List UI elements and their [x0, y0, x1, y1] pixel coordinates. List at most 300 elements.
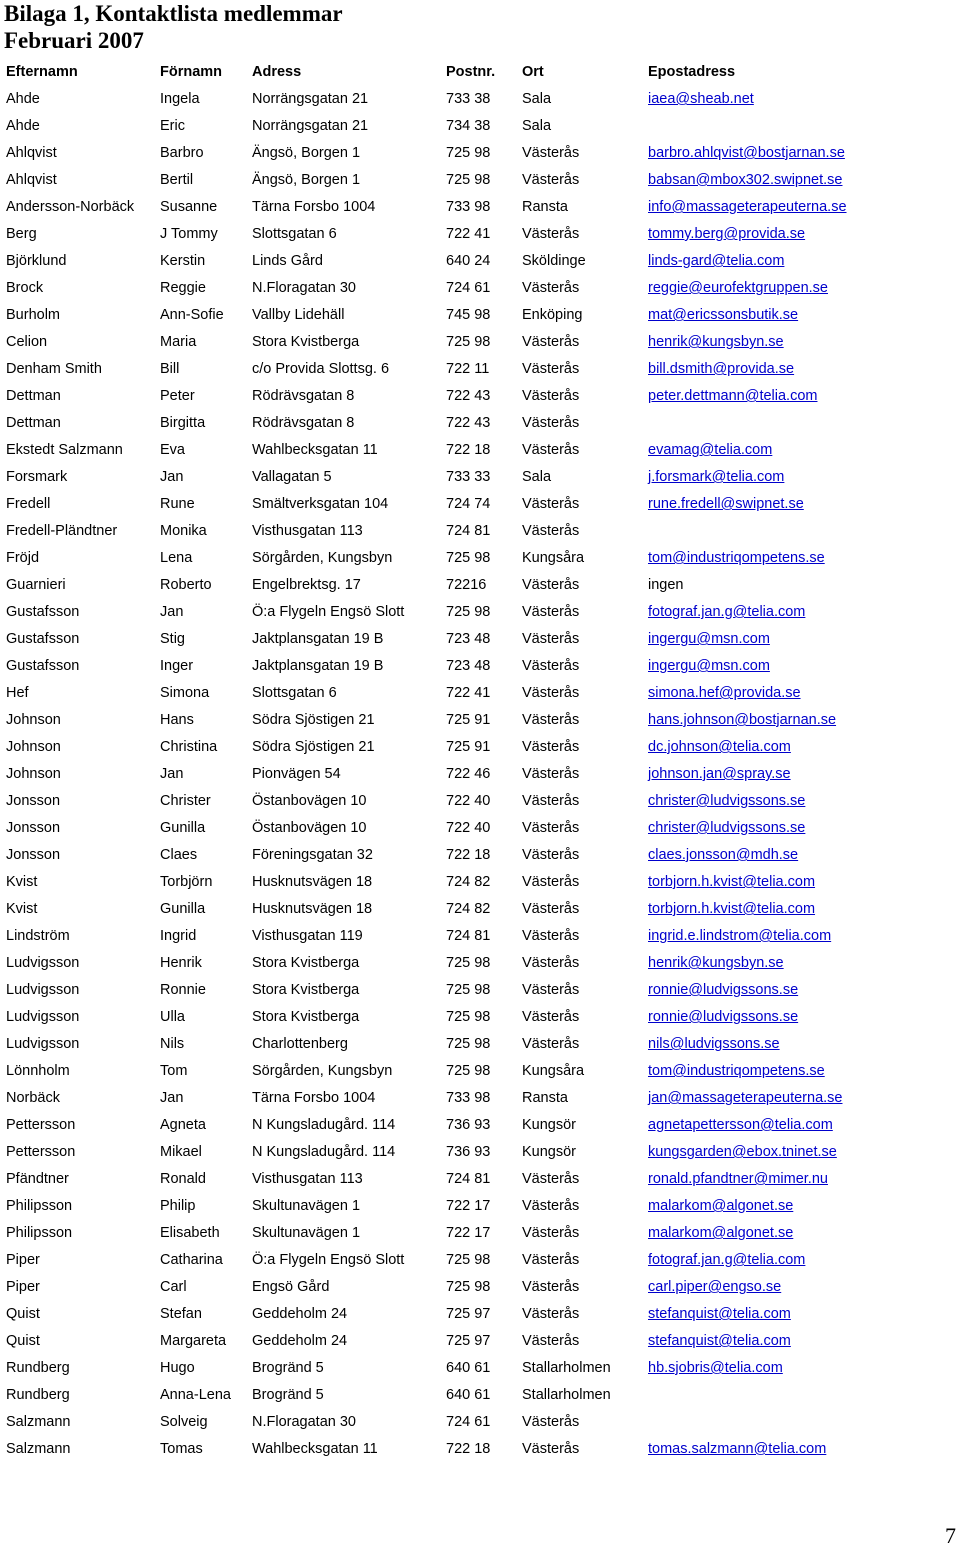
cell-efternamn: Kvist — [6, 901, 38, 917]
cell-fornamn: Kerstin — [160, 253, 206, 269]
cell-fornamn: Agneta — [160, 1117, 206, 1133]
cell-adress: Wahlbecksgatan 11 — [252, 1441, 378, 1457]
cell-adress: Södra Sjöstigen 21 — [252, 739, 375, 755]
cell-postnr: 725 98 — [446, 1009, 491, 1025]
email-link[interactable]: tommy.berg@provida.se — [648, 226, 806, 242]
cell-epostadress — [642, 1247, 958, 1274]
cell-epostadress — [642, 437, 958, 464]
cell-postnr: 723 48 — [446, 658, 491, 674]
table-row — [0, 86, 958, 113]
cell-fornamn: Bertil — [160, 172, 194, 188]
cell-ort: Västerås — [522, 1279, 580, 1295]
cell-adress: Visthusgatan 119 — [252, 928, 363, 944]
table-row — [0, 167, 958, 194]
cell-adress: Sörgården, Kungsbyn — [252, 1063, 393, 1079]
cell-adress: Smältverksgatan 104 — [252, 496, 389, 512]
cell-postnr: 722 41 — [446, 226, 491, 242]
cell-fornamn: Carl — [160, 1279, 187, 1295]
cell-postnr: 736 93 — [446, 1117, 491, 1133]
cell-ort: Västerås — [522, 388, 580, 404]
email-link[interactable]: malarkom@algonet.se — [648, 1198, 794, 1214]
cell-efternamn: Pfändtner — [6, 1171, 69, 1187]
cell-ort: Västerås — [522, 847, 580, 863]
cell-adress: Rödrävsgatan 8 — [252, 415, 355, 431]
cell-epostadress — [642, 815, 958, 842]
cell-efternamn: Fröjd — [6, 550, 40, 566]
cell-adress: Östanbovägen 10 — [252, 820, 367, 836]
email-link[interactable]: tomas.salzmann@telia.com — [648, 1441, 827, 1457]
email-link[interactable]: jan@massageterapeuterna.se — [648, 1090, 843, 1106]
cell-ort: Västerås — [522, 1441, 580, 1457]
cell-fornamn: Anna-Lena — [160, 1387, 231, 1403]
cell-postnr: 722 17 — [446, 1225, 491, 1241]
cell-fornamn: Ingrid — [160, 928, 197, 944]
table-row — [0, 788, 958, 815]
email-link[interactable]: malarkom@algonet.se — [648, 1225, 794, 1241]
cell-fornamn: Reggie — [160, 280, 206, 296]
cell-epostadress — [642, 1220, 958, 1247]
cell-ort: Kungsåra — [522, 1063, 585, 1079]
cell-ort: Stallarholmen — [522, 1360, 611, 1376]
email-link[interactable]: linds-gard@telia.com — [648, 253, 785, 269]
cell-fornamn: Simona — [160, 685, 210, 701]
cell-efternamn: Johnson — [6, 712, 61, 728]
cell-efternamn: Salzmann — [6, 1414, 71, 1430]
cell-efternamn: Andersson-Norbäck — [6, 199, 135, 215]
cell-ort: Kungsåra — [522, 550, 585, 566]
email-link[interactable]: kungsgarden@ebox.tninet.se — [648, 1144, 837, 1160]
cell-ort: Västerås — [522, 577, 580, 593]
cell-efternamn: Dettman — [6, 415, 61, 431]
email-link[interactable]: bill.dsmith@provida.se — [648, 361, 795, 377]
cell-epostadress — [642, 761, 958, 788]
cell-adress: Rödrävsgatan 8 — [252, 388, 355, 404]
cell-adress: Vallagatan 5 — [252, 469, 332, 485]
cell-fornamn: Rune — [160, 496, 195, 512]
cell-adress: Södra Sjöstigen 21 — [252, 712, 375, 728]
cell-postnr: 722 41 — [446, 685, 491, 701]
cell-efternamn: Ahde — [6, 118, 40, 134]
cell-efternamn: Guarnieri — [6, 577, 66, 593]
document-title: Bilaga 1, Kontaktlista medlemmar — [4, 1, 343, 26]
cell-ort: Kungsör — [522, 1144, 577, 1160]
document-date: Februari 2007 — [4, 28, 144, 53]
cell-postnr: 724 61 — [446, 280, 491, 296]
header-efternamn: Efternamn — [6, 64, 78, 80]
email-link[interactable]: tom@industriqompetens.se — [648, 1063, 825, 1079]
cell-fornamn: Claes — [160, 847, 198, 863]
cell-efternamn: Fredell-Pländtner — [6, 523, 118, 539]
cell-ort: Västerås — [522, 442, 580, 458]
email-link[interactable]: ingergu@msn.com — [648, 658, 770, 674]
email-link[interactable]: henrik@kungsbyn.se — [648, 334, 784, 350]
cell-adress: Slottsgatan 6 — [252, 226, 337, 242]
cell-ort: Västerås — [522, 361, 580, 377]
cell-adress: Stora Kvistberga — [252, 955, 360, 971]
table-row — [0, 545, 958, 572]
cell-efternamn: Brock — [6, 280, 44, 296]
cell-adress: Wahlbecksgatan 11 — [252, 442, 378, 458]
cell-efternamn: Pettersson — [6, 1117, 76, 1133]
cell-efternamn: Ludvigsson — [6, 1009, 80, 1025]
cell-adress: Husknutsvägen 18 — [252, 901, 373, 917]
email-link[interactable]: ronnie@ludvigssons.se — [648, 1009, 799, 1025]
cell-efternamn: Jonsson — [6, 820, 61, 836]
cell-epostadress — [642, 1166, 958, 1193]
cell-epostadress — [642, 464, 958, 491]
table-row — [0, 1058, 958, 1085]
email-link[interactable]: iaea@sheab.net — [648, 91, 754, 107]
cell-postnr: 725 98 — [446, 955, 491, 971]
cell-epostadress — [642, 518, 958, 545]
cell-fornamn: Elisabeth — [160, 1225, 220, 1241]
email-link[interactable]: christer@ludvigssons.se — [648, 793, 806, 809]
cell-ort: Västerås — [522, 334, 580, 350]
cell-efternamn: Hef — [6, 685, 29, 701]
cell-ort: Västerås — [522, 1225, 580, 1241]
cell-epostadress: ingen — [648, 577, 684, 593]
cell-epostadress — [642, 734, 958, 761]
cell-ort: Västerås — [522, 658, 580, 674]
cell-postnr: 72216 — [446, 577, 487, 593]
cell-ort: Sköldinge — [522, 253, 586, 269]
email-link[interactable]: mat@ericssonsbutik.se — [648, 307, 799, 323]
table-row — [0, 1139, 958, 1166]
table-row — [0, 842, 958, 869]
cell-postnr: 734 38 — [446, 118, 491, 134]
cell-efternamn: Jonsson — [6, 847, 61, 863]
cell-postnr: 725 98 — [446, 604, 491, 620]
table-row — [0, 518, 958, 545]
cell-fornamn: Gunilla — [160, 901, 206, 917]
email-link[interactable]: babsan@mbox302.swipnet.se — [648, 172, 843, 188]
cell-fornamn: Monika — [160, 523, 207, 539]
cell-epostadress — [642, 1058, 958, 1085]
document-heading — [4, 0, 343, 54]
cell-ort: Västerås — [522, 280, 580, 296]
cell-efternamn: Lönnholm — [6, 1063, 70, 1079]
cell-postnr: 724 82 — [446, 901, 491, 917]
cell-fornamn: Christina — [160, 739, 218, 755]
cell-postnr: 733 38 — [446, 91, 491, 107]
email-link[interactable]: stefanquist@telia.com — [648, 1306, 791, 1322]
cell-efternamn: Burholm — [6, 307, 60, 323]
email-link[interactable]: barbro.ahlqvist@bostjarnan.se — [648, 145, 845, 161]
cell-fornamn: Mikael — [160, 1144, 202, 1160]
email-link[interactable]: torbjorn.h.kvist@telia.com — [648, 874, 816, 890]
email-link[interactable]: rune.fredell@swipnet.se — [648, 496, 804, 512]
email-link[interactable]: fotograf.jan.g@telia.com — [648, 604, 806, 620]
cell-epostadress — [642, 950, 958, 977]
cell-ort: Västerås — [522, 901, 580, 917]
email-link[interactable]: johnson.jan@spray.se — [648, 766, 791, 782]
cell-efternamn: Ahde — [6, 91, 40, 107]
cell-epostadress — [642, 923, 958, 950]
cell-postnr: 722 11 — [446, 361, 490, 377]
table-row — [0, 815, 958, 842]
email-link[interactable]: tom@industriqompetens.se — [648, 550, 825, 566]
cell-epostadress — [642, 1409, 958, 1436]
table-row — [0, 1112, 958, 1139]
cell-efternamn: Forsmark — [6, 469, 68, 485]
table-row — [0, 113, 958, 140]
cell-fornamn: Lena — [160, 550, 193, 566]
cell-fornamn: Inger — [160, 658, 194, 674]
cell-ort: Västerås — [522, 631, 580, 647]
cell-postnr: 736 93 — [446, 1144, 491, 1160]
cell-efternamn: Piper — [6, 1279, 40, 1295]
cell-postnr: 722 43 — [446, 388, 491, 404]
email-link[interactable]: claes.jonsson@mdh.se — [648, 847, 799, 863]
cell-efternamn: Salzmann — [6, 1441, 71, 1457]
table-row — [0, 248, 958, 275]
cell-adress: Skultunavägen 1 — [252, 1225, 361, 1241]
cell-epostadress — [642, 707, 958, 734]
table-row — [0, 302, 958, 329]
cell-postnr: 724 74 — [446, 496, 491, 512]
cell-postnr: 733 98 — [446, 199, 491, 215]
cell-efternamn: Gustafsson — [6, 631, 80, 647]
cell-ort: Ransta — [522, 199, 568, 215]
cell-adress: Stora Kvistberga — [252, 982, 360, 998]
cell-epostadress — [642, 788, 958, 815]
email-link[interactable]: ingergu@msn.com — [648, 631, 770, 647]
header-adress: Adress — [252, 64, 302, 80]
cell-ort: Västerås — [522, 1252, 580, 1268]
table-body — [0, 86, 958, 1463]
cell-efternamn: Gustafsson — [6, 604, 80, 620]
cell-ort: Västerås — [522, 496, 580, 512]
table-row — [0, 680, 958, 707]
email-link[interactable]: evamag@telia.com — [648, 442, 773, 458]
cell-efternamn: Piper — [6, 1252, 40, 1268]
cell-efternamn: Ludvigsson — [6, 1036, 80, 1052]
cell-efternamn: Jonsson — [6, 793, 61, 809]
cell-fornamn: Roberto — [160, 577, 212, 593]
header-postnr: Postnr. — [446, 64, 496, 80]
cell-adress: Stora Kvistberga — [252, 1009, 360, 1025]
email-link[interactable]: fotograf.jan.g@telia.com — [648, 1252, 806, 1268]
cell-efternamn: Ahlqvist — [6, 172, 57, 188]
cell-postnr: 722 40 — [446, 820, 491, 836]
cell-ort: Västerås — [522, 604, 580, 620]
cell-fornamn: Tomas — [160, 1441, 203, 1457]
header-fornamn: Förnamn — [160, 64, 223, 80]
table-row — [0, 1328, 958, 1355]
table-row — [0, 653, 958, 680]
email-link[interactable]: torbjorn.h.kvist@telia.com — [648, 901, 816, 917]
table-row — [0, 1355, 958, 1382]
cell-epostadress — [642, 1436, 958, 1463]
email-link[interactable]: ronald.pfandtner@mimer.nu — [648, 1171, 828, 1187]
cell-adress: Linds Gård — [252, 253, 323, 269]
cell-adress: Ö:a Flygeln Engsö Slott — [252, 1252, 405, 1268]
cell-ort: Sala — [522, 118, 552, 134]
table-row — [0, 599, 958, 626]
email-link[interactable]: hans.johnson@bostjarnan.se — [648, 712, 837, 728]
cell-ort: Västerås — [522, 739, 580, 755]
cell-postnr: 722 43 — [446, 415, 491, 431]
cell-fornamn: Tom — [160, 1063, 188, 1079]
cell-adress: Skultunavägen 1 — [252, 1198, 361, 1214]
cell-ort: Enköping — [522, 307, 583, 323]
cell-ort: Västerås — [522, 766, 580, 782]
table-row — [0, 1004, 958, 1031]
cell-fornamn: Bill — [160, 361, 180, 377]
cell-fornamn: Margareta — [160, 1333, 227, 1349]
table-row — [0, 1193, 958, 1220]
cell-epostadress — [642, 1085, 958, 1112]
cell-ort: Västerås — [522, 1009, 580, 1025]
cell-epostadress — [642, 680, 958, 707]
cell-fornamn: J Tommy — [160, 226, 218, 242]
cell-efternamn: Berg — [6, 226, 37, 242]
cell-epostadress — [642, 167, 958, 194]
email-link[interactable]: info@massageterapeuterna.se — [648, 199, 847, 215]
table-row — [0, 275, 958, 302]
cell-epostadress — [642, 221, 958, 248]
cell-fornamn: Jan — [160, 766, 184, 782]
email-link[interactable]: nils@ludvigssons.se — [648, 1036, 780, 1052]
member-contact-table — [0, 59, 958, 1463]
cell-epostadress — [642, 140, 958, 167]
cell-epostadress — [642, 1031, 958, 1058]
table-row — [0, 977, 958, 1004]
table-row — [0, 464, 958, 491]
cell-epostadress — [642, 383, 958, 410]
cell-adress: Ängsö, Borgen 1 — [252, 172, 361, 188]
cell-adress: Tärna Forsbo 1004 — [252, 199, 376, 215]
cell-epostadress — [642, 356, 958, 383]
email-link[interactable]: peter.dettmann@telia.com — [648, 388, 818, 404]
cell-postnr: 724 81 — [446, 928, 491, 944]
cell-postnr: 722 18 — [446, 442, 491, 458]
cell-postnr: 640 24 — [446, 253, 491, 269]
cell-fornamn: Jan — [160, 469, 184, 485]
cell-epostadress — [642, 248, 958, 275]
cell-postnr: 733 33 — [446, 469, 491, 485]
cell-fornamn: Henrik — [160, 955, 202, 971]
cell-epostadress — [642, 491, 958, 518]
cell-fornamn: Barbro — [160, 145, 204, 161]
email-link[interactable]: dc.johnson@telia.com — [648, 739, 791, 755]
cell-adress: Geddeholm 24 — [252, 1306, 348, 1322]
header-ort: Ort — [522, 64, 544, 80]
page-number: 7 — [945, 1523, 956, 1548]
cell-epostadress — [642, 653, 958, 680]
email-link[interactable]: henrik@kungsbyn.se — [648, 955, 784, 971]
table-row — [0, 896, 958, 923]
table-row — [0, 437, 958, 464]
table-row — [0, 734, 958, 761]
cell-adress: Pionvägen 54 — [252, 766, 341, 782]
table-row — [0, 194, 958, 221]
cell-epostadress — [642, 1112, 958, 1139]
email-link[interactable]: simona.hef@provida.se — [648, 685, 801, 701]
cell-postnr: 725 98 — [446, 172, 491, 188]
cell-postnr: 725 98 — [446, 1252, 491, 1268]
cell-postnr: 725 97 — [446, 1333, 491, 1349]
cell-ort: Västerås — [522, 1414, 580, 1430]
table-row — [0, 626, 958, 653]
cell-adress: Stora Kvistberga — [252, 334, 360, 350]
cell-ort: Stallarholmen — [522, 1387, 611, 1403]
cell-postnr: 723 48 — [446, 631, 491, 647]
cell-efternamn: Celion — [6, 334, 48, 350]
table-row — [0, 1301, 958, 1328]
cell-fornamn: Stig — [160, 631, 185, 647]
cell-fornamn: Jan — [160, 604, 184, 620]
cell-efternamn: Ekstedt Salzmann — [6, 442, 123, 458]
email-link[interactable]: ronnie@ludvigssons.se — [648, 982, 799, 998]
cell-efternamn: Björklund — [6, 253, 67, 269]
cell-postnr: 722 18 — [446, 1441, 491, 1457]
cell-postnr: 640 61 — [446, 1360, 491, 1376]
cell-epostadress — [642, 1193, 958, 1220]
cell-efternamn: Dettman — [6, 388, 61, 404]
cell-epostadress — [642, 545, 958, 572]
cell-efternamn: Kvist — [6, 874, 38, 890]
cell-efternamn: Gustafsson — [6, 658, 80, 674]
email-link[interactable]: agnetapettersson@telia.com — [648, 1117, 833, 1133]
cell-adress: Jaktplansgatan 19 B — [252, 631, 384, 647]
cell-ort: Västerås — [522, 793, 580, 809]
cell-epostadress — [642, 599, 958, 626]
cell-epostadress — [642, 1328, 958, 1355]
cell-adress: Tärna Forsbo 1004 — [252, 1090, 376, 1106]
email-link[interactable]: hb.sjobris@telia.com — [648, 1360, 783, 1376]
cell-efternamn: Norbäck — [6, 1090, 60, 1106]
cell-fornamn: Christer — [160, 793, 211, 809]
cell-fornamn: Ulla — [160, 1009, 185, 1025]
table-row — [0, 1166, 958, 1193]
cell-efternamn: Quist — [6, 1306, 40, 1322]
cell-ort: Västerås — [522, 523, 580, 539]
cell-postnr: 725 91 — [446, 739, 491, 755]
cell-fornamn: Ronald — [160, 1171, 206, 1187]
cell-epostadress — [642, 194, 958, 221]
cell-efternamn: Ahlqvist — [6, 145, 57, 161]
cell-epostadress — [642, 842, 958, 869]
cell-ort: Västerås — [522, 1198, 580, 1214]
cell-efternamn: Johnson — [6, 739, 61, 755]
cell-adress: Sörgården, Kungsbyn — [252, 550, 393, 566]
cell-fornamn: Maria — [160, 334, 197, 350]
cell-adress: Ö:a Flygeln Engsö Slott — [252, 604, 405, 620]
table-row — [0, 950, 958, 977]
cell-adress: Husknutsvägen 18 — [252, 874, 373, 890]
cell-ort: Västerås — [522, 1306, 580, 1322]
cell-adress: Geddeholm 24 — [252, 1333, 348, 1349]
cell-adress: Ängsö, Borgen 1 — [252, 145, 361, 161]
cell-efternamn: Ludvigsson — [6, 955, 80, 971]
email-link[interactable]: christer@ludvigssons.se — [648, 820, 806, 836]
cell-fornamn: Birgitta — [160, 415, 206, 431]
email-link[interactable]: reggie@eurofektgruppen.se — [648, 280, 828, 296]
cell-fornamn: Jan — [160, 1090, 184, 1106]
cell-adress: Jaktplansgatan 19 B — [252, 658, 384, 674]
cell-epostadress — [642, 329, 958, 356]
email-link[interactable]: stefanquist@telia.com — [648, 1333, 791, 1349]
cell-ort: Västerås — [522, 874, 580, 890]
cell-fornamn: Nils — [160, 1036, 185, 1052]
email-link[interactable]: ingrid.e.lindstrom@telia.com — [648, 928, 832, 944]
header-epostadress: Epostadress — [648, 64, 736, 80]
cell-epostadress — [642, 113, 958, 140]
table-row — [0, 707, 958, 734]
email-link[interactable]: j.forsmark@telia.com — [648, 469, 785, 485]
email-link[interactable]: carl.piper@engso.se — [648, 1279, 782, 1295]
